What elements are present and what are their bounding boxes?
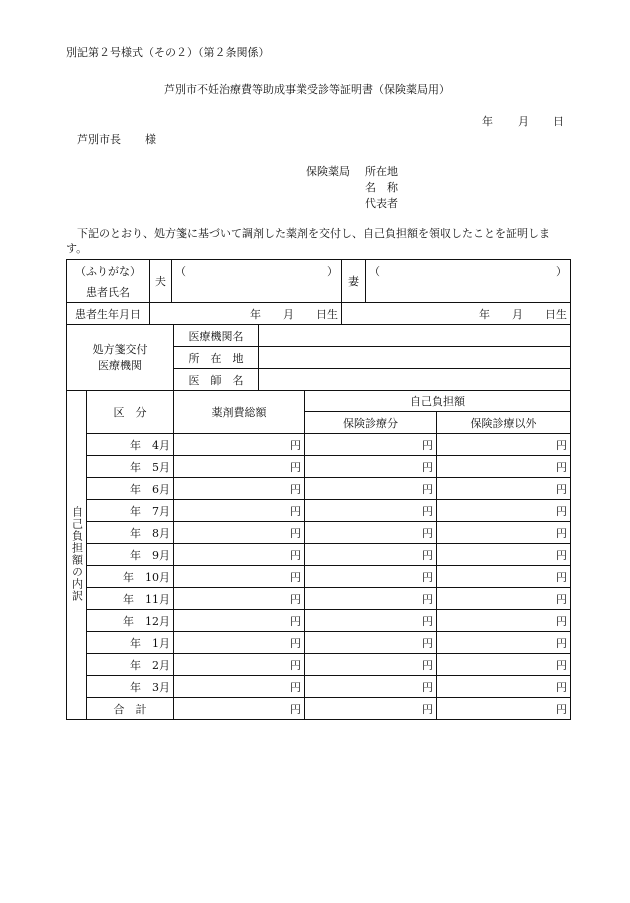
institution-address-field[interactable]: [259, 347, 571, 369]
wife-name-field[interactable]: [366, 281, 571, 303]
month-row: [67, 676, 571, 698]
husband-dob-field[interactable]: 年 月 日生: [150, 303, 342, 325]
total-drug-cost-field[interactable]: 円: [174, 544, 305, 566]
total-drug-cost-field[interactable]: 円: [174, 676, 305, 698]
total-drug-cost-field[interactable]: 円: [174, 500, 305, 522]
month-label: 年 6月: [87, 478, 174, 500]
month-label: 年 12月: [87, 610, 174, 632]
representative-label: 代表者: [365, 197, 398, 210]
uninsured-amount-field[interactable]: 円: [437, 610, 571, 632]
wife-furigana-cell[interactable]: [366, 260, 571, 282]
total-drug-cost-field[interactable]: 円: [174, 522, 305, 544]
uninsured-amount-field[interactable]: 円: [437, 654, 571, 676]
paren-open: （: [369, 264, 380, 278]
location-label: 所在地: [365, 165, 398, 178]
doctor-name-label: 医 師 名: [174, 369, 259, 391]
month-label: 年 10月: [87, 566, 174, 588]
insured-amount-field[interactable]: 円: [305, 676, 437, 698]
pharmacy-label: 保険薬局: [306, 165, 350, 178]
insured-header: 保険診療分: [305, 412, 437, 434]
breakdown-side-text: 自己負担額の内訳: [70, 505, 84, 602]
insured-amount-field[interactable]: 円: [305, 698, 437, 720]
insured-amount-field[interactable]: 円: [305, 610, 437, 632]
institution-address-label: 所 在 地: [174, 347, 259, 369]
insured-amount-field[interactable]: 円: [305, 456, 437, 478]
month-label: 年 3月: [87, 676, 174, 698]
insured-amount-field[interactable]: 円: [305, 434, 437, 456]
doctor-name-field[interactable]: [259, 369, 571, 391]
paren-close: ）: [556, 264, 567, 278]
month-label: 年 7月: [87, 500, 174, 522]
insured-amount-field[interactable]: 円: [305, 544, 437, 566]
uninsured-amount-field[interactable]: 円: [437, 698, 571, 720]
uninsured-amount-field[interactable]: 円: [437, 544, 571, 566]
total-drug-cost-field[interactable]: 円: [174, 654, 305, 676]
month-label: 年 2月: [87, 654, 174, 676]
total-drug-cost-field[interactable]: 円: [174, 632, 305, 654]
certification-statement: 下記のとおり、処方箋に基づいて調剤した薬剤を交付し、自己負担額を領収したことを証明します。: [66, 227, 550, 255]
month-row: [67, 566, 571, 588]
institution-name-label: 医療機関名: [174, 325, 259, 347]
insured-amount-field[interactable]: 円: [305, 588, 437, 610]
institution-label-line1: 処方箋交付: [92, 342, 148, 356]
institution-table: [66, 324, 571, 391]
uninsured-amount-field[interactable]: 円: [437, 478, 571, 500]
date-month-label: 月: [518, 115, 529, 128]
category-header: 区 分: [87, 391, 174, 434]
paren-close: ）: [327, 264, 338, 278]
month-label: 年 11月: [87, 588, 174, 610]
insured-amount-field[interactable]: 円: [305, 632, 437, 654]
uninsured-header: 保険診療以外: [437, 412, 571, 434]
month-row: [67, 588, 571, 610]
husband-name-field[interactable]: [172, 281, 342, 303]
insured-amount-field[interactable]: 円: [305, 478, 437, 500]
month-row: [67, 632, 571, 654]
document-title: 芦別市不妊治療費等助成事業受診等証明書（保険薬局用）: [164, 83, 450, 96]
self-pay-header: 自己負担額: [305, 391, 571, 412]
uninsured-amount-field[interactable]: 円: [437, 676, 571, 698]
month-row: [67, 654, 571, 676]
month-label: 年 5月: [87, 456, 174, 478]
name-label: 名 称: [365, 181, 398, 194]
institution-name-field[interactable]: [259, 325, 571, 347]
month-row: [67, 500, 571, 522]
month-label: 年 4月: [87, 434, 174, 456]
dob-label: 患者生年月日: [67, 303, 150, 325]
total-drug-cost-field[interactable]: 円: [174, 478, 305, 500]
uninsured-amount-field[interactable]: 円: [437, 500, 571, 522]
insured-amount-field[interactable]: 円: [305, 654, 437, 676]
total-drug-cost-field[interactable]: 円: [174, 698, 305, 720]
wife-label: 妻: [342, 260, 366, 303]
insured-amount-field[interactable]: 円: [305, 566, 437, 588]
uninsured-amount-field[interactable]: 円: [437, 588, 571, 610]
date-day-label: 日: [553, 115, 564, 128]
month-row: [67, 544, 571, 566]
total-row: [67, 698, 571, 720]
patient-name-label: 患者氏名: [67, 281, 150, 303]
furigana-label: （ふりがな）: [67, 260, 150, 282]
uninsured-amount-field[interactable]: 円: [437, 522, 571, 544]
total-drug-cost-field[interactable]: 円: [174, 610, 305, 632]
month-label: 年 9月: [87, 544, 174, 566]
month-row: [67, 522, 571, 544]
total-drug-cost-field[interactable]: 円: [174, 434, 305, 456]
month-row: [67, 478, 571, 500]
paren-open: （: [175, 264, 186, 278]
date-year-label: 年: [482, 115, 493, 128]
month-label: 年 8月: [87, 522, 174, 544]
month-row: [67, 434, 571, 456]
husband-label: 夫: [150, 260, 172, 303]
addressee-suffix: 様: [145, 133, 156, 146]
patient-table: [66, 259, 571, 325]
institution-label: [67, 325, 174, 391]
total-drug-cost-header: 薬剤費総額: [174, 391, 305, 434]
institution-label-line2: 医療機関: [98, 358, 142, 372]
insured-amount-field[interactable]: 円: [305, 522, 437, 544]
month-row: [67, 456, 571, 478]
breakdown-side-label: [67, 391, 87, 720]
wife-dob-field[interactable]: 年 月 日生: [342, 303, 571, 325]
total-label: 合 計: [87, 698, 174, 720]
total-drug-cost-field[interactable]: 円: [174, 588, 305, 610]
addressee: 芦別市長: [77, 133, 121, 146]
month-row: [67, 610, 571, 632]
month-label: 年 1月: [87, 632, 174, 654]
total-drug-cost-field[interactable]: 円: [174, 456, 305, 478]
insured-amount-field[interactable]: 円: [305, 500, 437, 522]
uninsured-amount-field[interactable]: 円: [437, 632, 571, 654]
uninsured-amount-field[interactable]: 円: [437, 434, 571, 456]
breakdown-table: [66, 390, 571, 720]
husband-furigana-cell[interactable]: [172, 260, 342, 282]
uninsured-amount-field[interactable]: 円: [437, 566, 571, 588]
total-drug-cost-field[interactable]: 円: [174, 566, 305, 588]
form-id: 別記第２号様式（その２）（第２条関係）: [66, 46, 270, 59]
uninsured-amount-field[interactable]: 円: [437, 456, 571, 478]
